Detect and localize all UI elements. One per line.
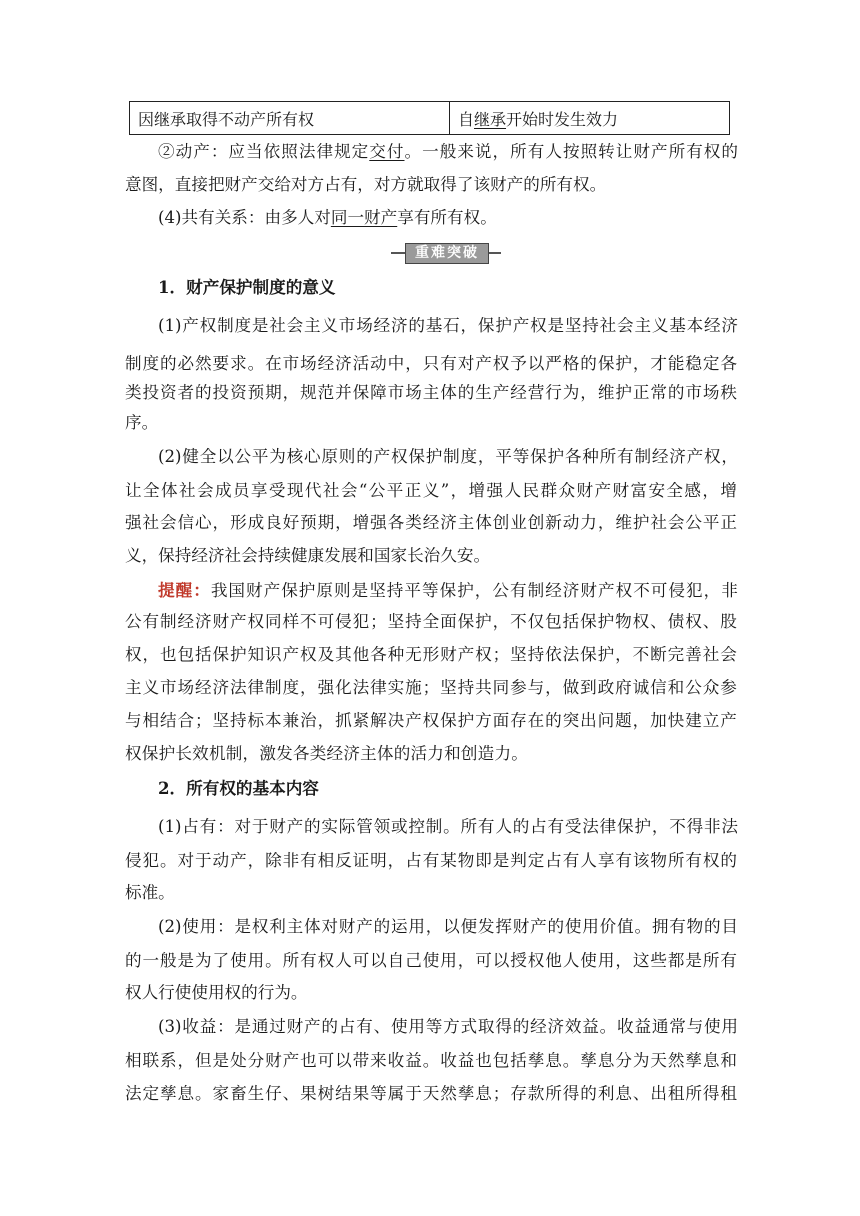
section-heading: 2．所有权的基本内容 — [158, 778, 319, 798]
paragraph-line: (3)收益：是通过财产的占有、使用等方式取得的经济效益。收益通常与使用 — [158, 1017, 738, 1036]
reminder-line: 权，也包括保护知识产权及其他各种无形财产权；坚持依法保护，不断完善社会 — [125, 645, 737, 664]
reminder-label: 提醒： — [158, 580, 211, 600]
table-cell-acquisition: 因继承取得不动产所有权 — [130, 102, 450, 135]
reminder-line: 与相结合；坚持标本兼治，抓紧解决产权保护方面存在的突出问题，加快建立产 — [125, 711, 737, 730]
banner-label: 重难突破 — [405, 243, 489, 264]
paragraph-line: 法定孳息。家畜生仔、果树结果等属于天然孳息；存款所得的利息、出租所得租 — [125, 1084, 737, 1103]
reminder-line: 主义市场经济法律制度，强化法律实施；坚持共同参与，做到政府诚信和公众参 — [125, 678, 737, 697]
movable-property-line-2: 意图，直接把财产交给对方占有，对方就取得了该财产的所有权。 — [125, 175, 607, 194]
paragraph-line: 的一般是为了使用。所有权人可以自己使用，可以授权他人使用，这些都是所有 — [125, 951, 737, 970]
paragraph-line: (1)占有：对于财产的实际管领或控制。所有人的占有受法律保护，不得非法 — [158, 817, 738, 836]
key-difficulty-banner — [391, 242, 501, 264]
paragraph-line: 义，保持经济社会持续健康发展和国家长治久安。 — [125, 546, 491, 565]
co-ownership-line: (4)共有关系：由多人对同一财产享有所有权。 — [158, 208, 497, 227]
reminder-line: 权保护长效机制，激发各类经济主体的活力和创造力。 — [125, 744, 529, 763]
paragraph-line: 类投资者的投资预期，规范并保障市场主体的生产经营行为，维护正常的市场秩 — [125, 383, 737, 402]
reminder-line: 提醒：我国财产保护原则是坚持平等保护，公有制经济财产权不可侵犯，非 — [158, 580, 739, 600]
paragraph-line: (1)产权制度是社会主义市场经济的基石，保护产权是坚持社会主义基本经济 — [158, 316, 738, 335]
paragraph-line: 权人行使使用权的行为。 — [125, 983, 308, 1002]
paragraph-line: 让全体社会成员享受现代社会“公平正义”，增强人民群众财产财富安全感，增 — [125, 481, 737, 500]
paragraph-line: 制度的必然要求。在市场经济活动中，只有对产权予以严格的保护，才能稳定各 — [125, 354, 737, 373]
table-cell-effect: 自继承开始时发生效力 — [450, 102, 730, 135]
ownership-acquisition-table — [129, 101, 730, 135]
paragraph-line: 序。 — [125, 413, 159, 432]
paragraph-line: 强社会信心，形成良好预期，增强各类经济主体创业创新动力，维护社会公平正 — [125, 513, 737, 532]
paragraph-line: (2)使用：是权利主体对财产的运用，以便发挥财产的使用价值。拥有物的目 — [158, 917, 738, 936]
paragraph-line: 相联系，但是处分财产也可以带来收益。收益也包括孳息。孳息分为天然孳息和 — [125, 1051, 737, 1070]
table-row — [130, 102, 730, 135]
paragraph-line: (2)健全以公平为核心原则的产权保护制度，平等保护各种所有制经济产权， — [158, 447, 738, 466]
movable-property-line-1: ②动产：应当依照法律规定交付。一般来说，所有人按照转让财产所有权的 — [158, 142, 739, 161]
section-heading: 1．财产保护制度的意义 — [158, 277, 336, 297]
paragraph-line: 标准。 — [125, 883, 175, 902]
reminder-line: 公有制经济财产权同样不可侵犯；坚持全面保护，不仅包括保护物权、债权、股 — [125, 612, 737, 631]
paragraph-line: 侵犯。对于动产，除非有相反证明，占有某物即是判定占有人享有该物所有权的 — [125, 851, 737, 870]
